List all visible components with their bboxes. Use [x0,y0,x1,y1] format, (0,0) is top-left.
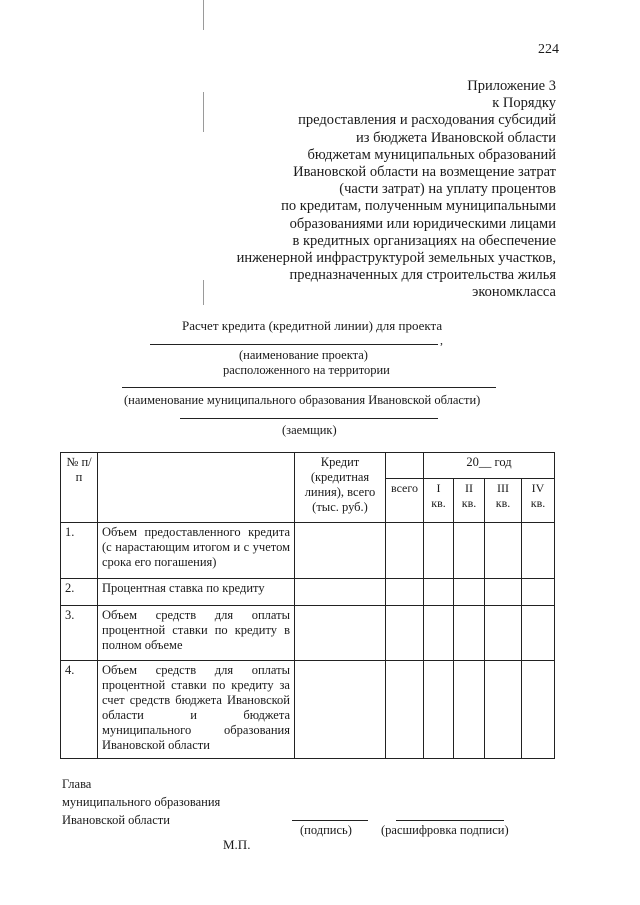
cell [295,579,386,606]
cell [522,606,555,661]
row-label: Объем средств для оплаты процентной ставки по кредиту в полном объеме [98,606,295,661]
header-num: № п/п [61,453,98,523]
appendix-line: Ивановской области на возмещение затрат [293,164,556,181]
cell [522,579,555,606]
table-row [61,523,555,579]
scan-mark [203,280,204,305]
cell [522,661,555,759]
row-label: Процентная ставка по кредиту [98,579,295,606]
appendix-line: в кредитных организациях на обеспечение [292,232,556,249]
table-row [61,606,555,661]
cell [424,606,454,661]
cell [424,661,454,759]
cell [386,661,424,759]
appendix-line: по кредитам, полученным муниципальными [281,198,556,215]
borrower-caption: (заемщик) [282,423,337,437]
cell [386,579,424,606]
cell [485,579,522,606]
appendix-line: Приложение 3 [467,78,556,94]
signature-decode-line [396,820,504,821]
cell [424,523,454,579]
municipality-caption: (наименование муниципального образования Ивановской области) [124,393,481,407]
appendix-line: предназначенных для строительства жилья [289,267,556,284]
table-row [61,661,555,759]
header-total: всего [386,479,424,523]
appendix-line: предоставления и расходования субсидий [298,112,556,129]
appendix-line: образованиями или юридическими лицами [289,215,556,232]
cell [295,606,386,661]
signature-line [292,820,368,821]
header-credit: Кредит (кредитная линия), всего (тыс. руб.) [295,453,386,523]
cell [386,523,424,579]
cell [295,523,386,579]
cell [454,579,485,606]
cell [454,606,485,661]
project-name-caption: (наименование проекта) [239,348,368,362]
signatory-line: Ивановской области [62,813,170,827]
cell [485,661,522,759]
cell [522,523,555,579]
calc-title: Расчет кредита (кредитной линии) для проекта [182,318,443,333]
appendix-line: к Порядку [492,95,556,112]
comma-mark: , [440,333,443,347]
credit-table [60,452,555,759]
header-year-blank [386,453,424,479]
page-number: 224 [538,42,559,57]
appendix-line: (части затрат) на уплату процентов [339,181,556,198]
appendix-line: экономкласса [472,284,556,301]
header-q4: IV кв. [522,479,555,523]
municipality-line [122,387,496,388]
signatory-line: муниципального образования [62,795,221,809]
borrower-line [180,418,438,419]
signatory-title [62,775,220,829]
cell [485,606,522,661]
cell [454,523,485,579]
header-q2: II кв. [454,479,485,523]
header-row-year [61,453,555,479]
table-row [61,579,555,606]
row-num: 3. [61,606,98,661]
cell [424,579,454,606]
signatory-line: Глава [62,777,92,791]
stamp-label: М.П. [223,837,251,852]
cell [485,523,522,579]
row-num: 4. [61,661,98,759]
row-num: 2. [61,579,98,606]
row-num: 1. [61,523,98,579]
signature-caption: (подпись) [300,823,352,837]
signature-decode-caption: (расшифровка подписи) [381,823,509,837]
header-blank [98,453,295,523]
appendix-line: из бюджета Ивановской области [356,129,556,146]
header-year: 20__ год [424,453,555,479]
appendix-header [196,78,556,302]
project-name-line [150,344,438,345]
scan-mark [203,92,204,132]
scan-mark [203,0,204,30]
header-q1: I кв. [424,479,454,523]
cell [454,661,485,759]
cell [295,661,386,759]
appendix-line: инженерной инфраструктурой земельных участков, [236,250,556,267]
cell [386,606,424,661]
header-q3: III кв. [485,479,522,523]
appendix-line: бюджетам муниципальных образований [307,146,556,163]
row-label: Объем предоставленного кредита (с нарастающим итогом и с учетом срока его погашения) [98,523,295,579]
located-caption: расположенного на территории [223,363,390,377]
row-label: Объем средств для оплаты процентной ставки по кредиту за счет средств бюджета Ивановской области и бюджета муниципального образования Ивановской области [98,661,295,759]
